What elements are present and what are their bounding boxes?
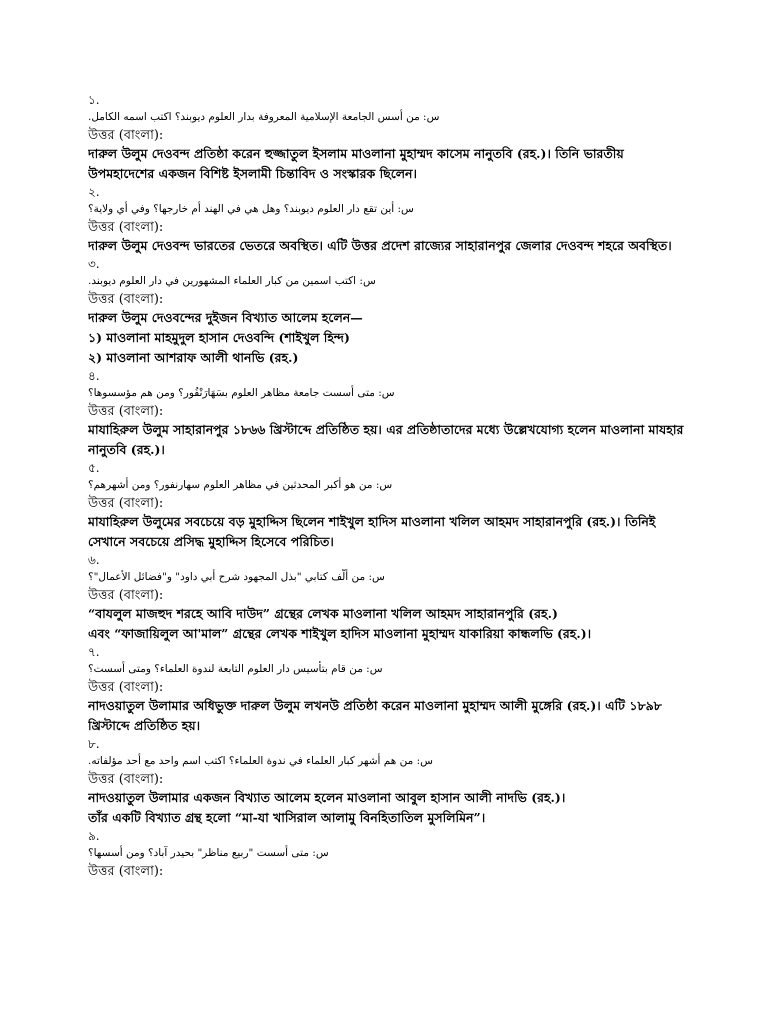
question-arabic: س: من هم أشهر كبار العلماء في ندوة العلماء؟ اكتب اسم واحد مع أحد مؤلفاته. <box>88 755 433 767</box>
qa-item <box>88 184 684 256</box>
answer-line: “বাযলুল মাজহুদ শরহে আবি দাউদ” গ্রন্থের লেখক মাওলানা খলিল আহমদ সাহারানপুরি (রহ.) <box>88 606 558 621</box>
answer-line: এবং “ফাজায়িলুল আ'মাল” গ্রন্থের লেখক শাইখুল হাদিস মাওলানা মুহাম্মদ যাকারিয়া কান্ধলভি (রহ.)। <box>88 626 592 641</box>
qa-list <box>88 92 684 880</box>
question-arabic: س: من قام بتأسيس دار العلوم التابعة لندوة العلماء؟ ومتى أُسست؟ <box>88 663 383 675</box>
answer-line: দারুল উলুম দেওবন্দ প্রতিষ্ঠা করেন হুজ্জাতুল ইসলাম মাওলানা মুহাম্মদ কাসেম নানুতবি (রহ.)। তিনি ভারতীয় উপমহাদেশের একজন বিশিষ্ট ইসলামী চিন্তাবিদ ও সংস্কারক ছিলেন। <box>88 146 624 181</box>
answer-label: উত্তর (বাংলা): <box>88 864 164 879</box>
answer-bengali <box>88 308 684 368</box>
answer-bengali <box>88 236 684 256</box>
answer-line: নাদওয়াতুল উলামার একজন বিখ্যাত আলেম হলেন মাওলানা আবুল হাসান আলী নাদভি (রহ.)। <box>88 790 566 805</box>
answer-label: উত্তর (বাংলা): <box>88 220 164 235</box>
answer-label: উত্তর (বাংলা): <box>88 496 164 511</box>
question-number: ৭. <box>88 645 100 659</box>
answer-label: উত্তর (বাংলা): <box>88 404 164 419</box>
question-arabic: س: من ألَّف كتابي "بذل المجهود شرح أبي داود" و"فضائل الأعمال"؟ <box>88 571 385 583</box>
answer-label: উত্তর (বাংলা): <box>88 588 164 603</box>
answer-line: নাদওয়াতুল উলামার অধিভুক্ত দারুল উলুম লখনউ প্রতিষ্ঠা করেন মাওলানা মুহাম্মদ আলী মুঙ্গেরি (রহ.)। এটি ১৮৯৮ খ্রিস্টাব্দে প্রতিষ্ঠিত হয়। <box>88 698 662 733</box>
question-number: ৩. <box>88 257 100 271</box>
answer-bengali <box>88 788 684 828</box>
answer-line: মাযাহিরুল উলুমের সবচেয়ে বড় মুহাদ্দিস ছিলেন শাইখুল হাদিস মাওলানা খলিল আহমদ সাহারানপুরি (রহ.)। তিনিই সেখানে সবচেয়ে প্রসিদ্ধ মুহাদ্দিস হিসেবে পরিচিত। <box>88 514 656 549</box>
question-arabic: س: أين تقع دار العلوم ديوبند؟ وهل هي في الهند أم خارجها؟ وفي أي ولاية؟ <box>88 203 414 215</box>
question-arabic: س: من أسس الجامعة الإسلامية المعروفة بدار العلوم ديوبند؟ اكتب اسمه الكامل. <box>88 111 440 123</box>
qa-item <box>88 92 684 184</box>
answer-bengali <box>88 144 684 184</box>
qa-item <box>88 256 684 368</box>
question-number: ৬. <box>88 553 100 567</box>
answer-bengali <box>88 420 684 460</box>
answer-bengali <box>88 696 684 736</box>
question-arabic: س: متى أُسست "ربيع مناظر" بحيدر آباد؟ ومن أسسها؟ <box>88 847 329 859</box>
answer-line: দারুল উলুম দেওবন্দের দুইজন বিখ্যাত আলেম হলেন— <box>88 310 363 325</box>
answer-label: উত্তর (বাংলা): <box>88 292 164 307</box>
answer-bengali <box>88 604 684 644</box>
answer-line: দারুল উলুম দেওবন্দ ভারতের ভেতরে অবস্থিত। এটি উত্তর প্রদেশ রাজ্যের সাহারানপুর জেলার দেওবন্দ শহরে অবস্থিত। <box>88 238 672 253</box>
question-number: ৯. <box>88 829 100 843</box>
question-number: ৮. <box>88 737 100 751</box>
question-number: ৪. <box>88 369 100 383</box>
qa-item <box>88 828 684 880</box>
answer-label: উত্তর (বাংলা): <box>88 128 164 143</box>
answer-line: ১) মাওলানা মাহমুদুল হাসান দেওবন্দি (শাইখুল হিন্দ) <box>88 330 350 345</box>
qa-item <box>88 644 684 736</box>
answer-label: উত্তর (বাংলা): <box>88 772 164 787</box>
question-number: ২. <box>88 185 100 199</box>
qa-item <box>88 368 684 460</box>
qa-item <box>88 736 684 828</box>
answer-line: মাযাহিরুল উলুম সাহারানপুর ১৮৬৬ খ্রিস্টাব্দে প্রতিষ্ঠিত হয়। এর প্রতিষ্ঠাতাদের মধ্যে উল্লেখযোগ্য হলেন মাওলানা মাযহার নানুতবি (রহ.)। <box>88 422 684 457</box>
question-arabic: س: متى أُسست جامعة مظاهر العلوم بسَهَارَنْفُور؟ ومن هم مؤسسوها؟ <box>88 387 395 399</box>
answer-line: ২) মাওলানা আশরাফ আলী থানভি (রহ.) <box>88 350 299 365</box>
qa-item <box>88 460 684 552</box>
question-number: ৫. <box>88 461 100 475</box>
qa-item <box>88 552 684 644</box>
answer-line: তাঁর একটি বিখ্যাত গ্রন্থ হলো “মা-যা খাসিরাল আলামু বিনহিতাতিল মুসলিমিন”। <box>88 810 486 825</box>
answer-bengali <box>88 512 684 552</box>
question-number: ১. <box>88 93 100 107</box>
question-arabic: س: اكتب اسمين من كبار العلماء المشهورين في دار العلوم ديوبند. <box>88 275 376 287</box>
question-arabic: س: من هو أكبر المحدثين في مظاهر العلوم سهارنفور؟ ومن أشهرهم؟ <box>88 479 393 491</box>
answer-label: উত্তর (বাংলা): <box>88 680 164 695</box>
